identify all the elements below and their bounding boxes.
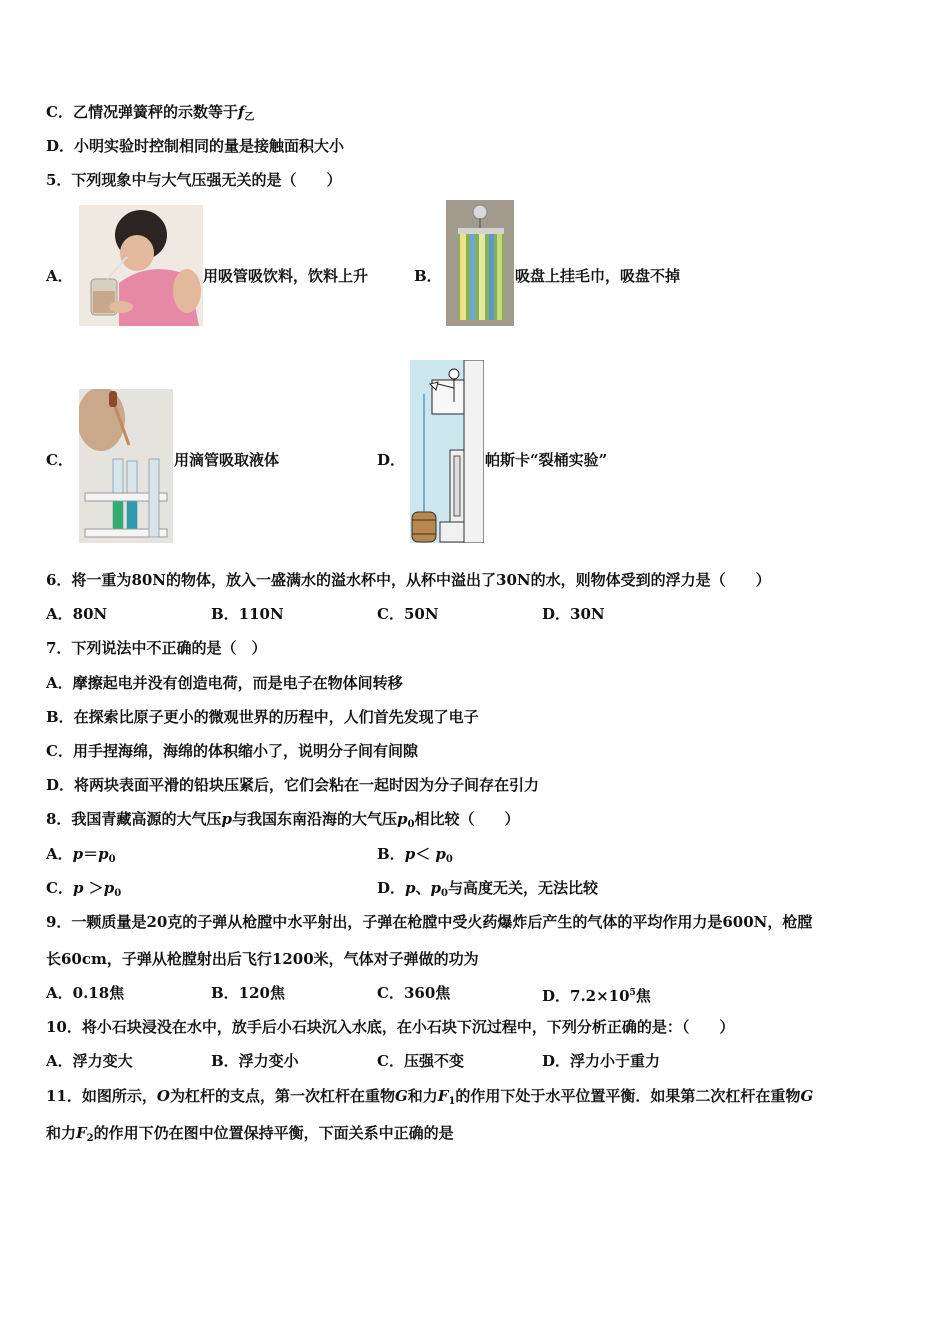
unit: 焦 <box>635 987 651 1005</box>
q9-stem-line1: 9．一颗质量是20克的子弹从枪膛中水平射出，子弹在枪膛中受火药爆炸后产生的气体的平均作用力是600N，枪膛 <box>46 913 813 931</box>
stem-part: 与我国东南沿海的大气压 <box>231 810 397 828</box>
pascal-barrel-image <box>410 360 484 543</box>
option-letter: A． <box>46 845 73 863</box>
stem-part: 和力 <box>407 1087 438 1105</box>
q8-option-c <box>46 878 121 904</box>
stem-part: 8．我国青藏高源的大气压 <box>46 810 222 828</box>
q8-option-a <box>46 844 116 870</box>
q5-option-c-letter: C． <box>46 451 73 469</box>
option-letter: B． <box>377 845 405 863</box>
option-text: 与高度无关，无法比较 <box>448 879 599 897</box>
subscript: 0 <box>114 888 122 899</box>
symbol-g: G <box>800 1087 814 1105</box>
symbol-p: p <box>405 879 416 897</box>
symbol-p: p <box>404 845 416 863</box>
q6-stem: 6．将一重为80N的物体，放入一盛满水的溢水杯中，从杯中溢出了30N的水，则物体受到的浮力是（ ） <box>46 571 771 589</box>
q6-option-b: B．110N <box>211 605 284 623</box>
symbol-p0: p <box>435 845 446 863</box>
q6-option-a: A．80N <box>46 605 108 623</box>
separator: 、 <box>415 879 431 897</box>
q9-stem-line2: 长60cm，子弹从枪膛射出后飞行1200米，气体对子弹做的功为 <box>46 950 479 968</box>
relation: ＝ <box>83 845 99 863</box>
q9-option-d <box>542 983 651 1006</box>
stem-part: 为杠杆的支点，第一次杠杆在重物 <box>169 1087 395 1105</box>
subscript: 乙 <box>244 112 255 123</box>
exponent: 5 <box>629 988 636 998</box>
relation: ＞ <box>83 879 104 897</box>
option-text: D．7.2×10 <box>542 987 630 1005</box>
subscript: 0 <box>407 819 415 830</box>
q8-stem <box>46 809 519 835</box>
q7-option-a: A．摩擦起电并没有创造电荷，而是电子在物体间转移 <box>46 674 403 692</box>
symbol-p: p <box>72 879 84 897</box>
stem-part: 11．如图所示， <box>46 1087 157 1105</box>
q10-option-b: B．浮力变小 <box>211 1052 299 1070</box>
relation: ＜ <box>415 845 436 863</box>
stem-part: 相比较（ ） <box>414 810 520 828</box>
q7-option-c: C．用手捏海绵，海绵的体积缩小了，说明分子间有间隙 <box>46 742 418 760</box>
q7-option-d: D．将两块表面平滑的铅块压紧后，它们会粘在一起时因为分子间存在引力 <box>46 776 540 794</box>
suction-cup-towel-image <box>446 200 514 326</box>
q10-option-a: A．浮力变大 <box>46 1052 133 1070</box>
q11-stem-line1 <box>46 1086 813 1112</box>
option-letter: C． <box>46 103 73 121</box>
q5-option-a-letter: A． <box>46 267 73 285</box>
q7-stem: 7．下列说法中不正确的是（ ） <box>46 639 267 657</box>
symbol-p0: p <box>430 879 442 897</box>
stem-part: 的作用下处于水平位置平衡．如果第二次杠杆在重物 <box>455 1087 801 1105</box>
subscript: 0 <box>108 854 116 865</box>
option-letter: C． <box>46 879 73 897</box>
q4-option-c <box>46 102 254 128</box>
q5-option-d-letter: D． <box>377 451 406 469</box>
q5-option-d-caption: 帕斯卡“裂桶实验” <box>485 451 608 469</box>
q5-option-a-caption: 用吸管吸饮料，饮料上升 <box>203 267 369 285</box>
subscript: 2 <box>86 1133 94 1144</box>
symbol-p0: p <box>396 810 408 828</box>
q9-option-b: B．120焦 <box>211 984 285 1002</box>
symbol-f: F <box>76 1124 87 1142</box>
q9-option-c: C．360焦 <box>377 984 451 1002</box>
symbol-o: O <box>156 1087 170 1105</box>
symbol-g: G <box>394 1087 408 1105</box>
symbol-p0: p <box>98 845 109 863</box>
subscript: 0 <box>441 888 448 899</box>
symbol-p0: p <box>103 879 115 897</box>
q9-option-a: A．0.18焦 <box>46 984 125 1002</box>
q6-option-c: C．50N <box>377 605 439 623</box>
q10-stem: 10．将小石块浸没在水中，放手后小石块沉入水底，在小石块下沉过程中，下列分析正确的是：（ ） <box>46 1018 735 1036</box>
q10-option-c: C．压强不变 <box>377 1052 464 1070</box>
q10-option-d: D．浮力小于重力 <box>542 1052 661 1070</box>
q7-option-b: B．在探索比原子更小的微观世界的历程中，人们首先发现了电子 <box>46 708 479 726</box>
q5-option-b-caption: 吸盘上挂毛巾，吸盘不掉 <box>515 267 681 285</box>
q8-option-d <box>377 878 598 904</box>
dropper-image <box>79 389 173 543</box>
symbol-f: f <box>237 103 245 121</box>
subscript: 1 <box>448 1096 456 1107</box>
q5-option-b-letter: B． <box>414 267 442 285</box>
option-text: 乙情况弹簧秤的示数等于 <box>72 103 238 121</box>
symbol-p: p <box>221 810 232 828</box>
q4-option-d: D．小明实验时控制相同的量是接触面积大小 <box>46 137 345 155</box>
subscript: 0 <box>445 854 453 865</box>
q5-option-c-caption: 用滴管吸取液体 <box>174 451 280 469</box>
stem-part: 的作用下仍在图中位置保持平衡，下面关系中正确的是 <box>93 1124 454 1142</box>
option-letter: D． <box>377 879 406 897</box>
straw-drinking-image <box>79 205 203 326</box>
q8-option-b <box>377 844 453 870</box>
q11-stem-line2 <box>46 1123 454 1149</box>
symbol-f: F <box>437 1087 449 1105</box>
stem-part: 和力 <box>46 1124 77 1142</box>
symbol-p: p <box>72 845 84 863</box>
q6-option-d: D．30N <box>542 605 605 623</box>
q5-stem: 5．下列现象中与大气压强无关的是（ ） <box>46 171 342 189</box>
